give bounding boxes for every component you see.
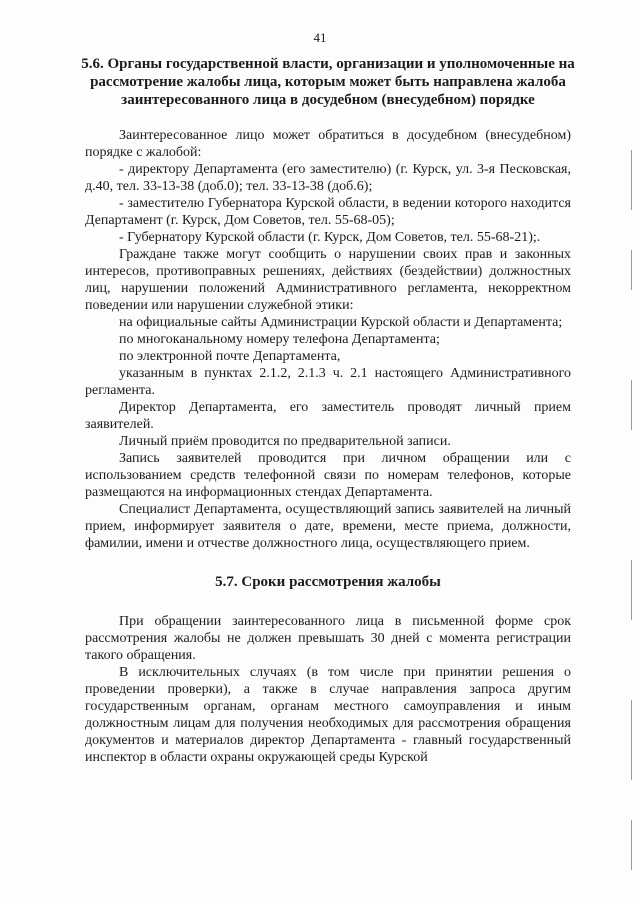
paragraph: указанным в пунктах 2.1.2, 2.1.3 ч. 2.1 настоящего Административного регламента. <box>85 366 571 398</box>
section-5-7-heading: 5.7. Сроки рассмотрения жалобы <box>215 574 441 590</box>
paragraph: Граждане также могут сообщить о нарушении своих прав и законных интересов, противоправных решениях, действиях (бездействии) должностных лиц, нарушении положений Административного регламента, некорректном поведении или нарушении служебной этики: <box>85 247 571 313</box>
section-5-6-heading: 5.6. Органы государственной власти, организации и уполномоченные на рассмотрение жалобы лица, которым может быть направлена жалоба заинтересованного лица в досудебном (внесудебном) порядке <box>81 56 575 108</box>
scan-edge-line <box>631 150 632 210</box>
scan-edge-line <box>631 560 632 620</box>
paragraph: При обращении заинтересованного лица в письменной форме срок рассмотрения жалобы не должен превышать 30 дней с момента регистрации такого обращения. <box>85 614 571 663</box>
scan-edge-line <box>631 820 632 870</box>
paragraph: В исключительных случаях (в том числе при принятии решения о проведении проверки), а также в случае направления запроса другим государственным органам, органам местного самоуправления и иным должностным лицам для получения необходимых для рассмотрения обращения документов и материалов директор Департамента - главный государственный инспектор в области охраны окружающей среды Курской <box>85 665 571 765</box>
list-item-email: по электронной почте Департамента, <box>119 349 341 364</box>
paragraph: Заинтересованное лицо может обратиться в досудебном (внесудебном) порядке с жалобой: <box>85 128 571 160</box>
list-item-phone: по многоканальному номеру телефона Департамента; <box>119 332 440 347</box>
paragraph: Директор Департамента, его заместитель проводят личный прием заявителей. <box>85 400 571 432</box>
list-item-deputy-governor: - заместителю Губернатора Курской области, в ведении которого находится Департамент (г. Курск, Дом Советов, тел. 55-68-05); <box>85 196 571 228</box>
page-number: 41 <box>313 30 327 45</box>
list-item-director: - директору Департамента (его заместителю) (г. Курск, ул. 3-я Песковская, д.40, тел. 33-13-38 (доб.0); тел. 33-13-38 (доб.6); <box>85 162 571 194</box>
paragraph: Личный приём проводится по предварительной записи. <box>119 434 451 449</box>
paragraph: Запись заявителей проводится при личном обращении или с использованием средств телефонной связи по номерам телефонов, которые размещаются на информационных стендах Департамента. <box>85 451 571 500</box>
document-body <box>85 127 571 766</box>
list-item-governor: - Губернатору Курской области (г. Курск, Дом Советов, тел. 55-68-21);. <box>119 230 541 245</box>
scan-edge-line <box>631 250 632 290</box>
paragraph: Специалист Департамента, осуществляющий запись заявителей на личный прием, информирует заявителя о дате, времени, месте приема, должности, фамилии, имени и отчестве должностного лица, осуществляющего прием. <box>85 502 571 551</box>
scan-edge-line <box>631 700 632 780</box>
list-item-websites: на официальные сайты Администрации Курской области и Департамента; <box>119 315 563 330</box>
scan-edge-line <box>631 380 632 430</box>
